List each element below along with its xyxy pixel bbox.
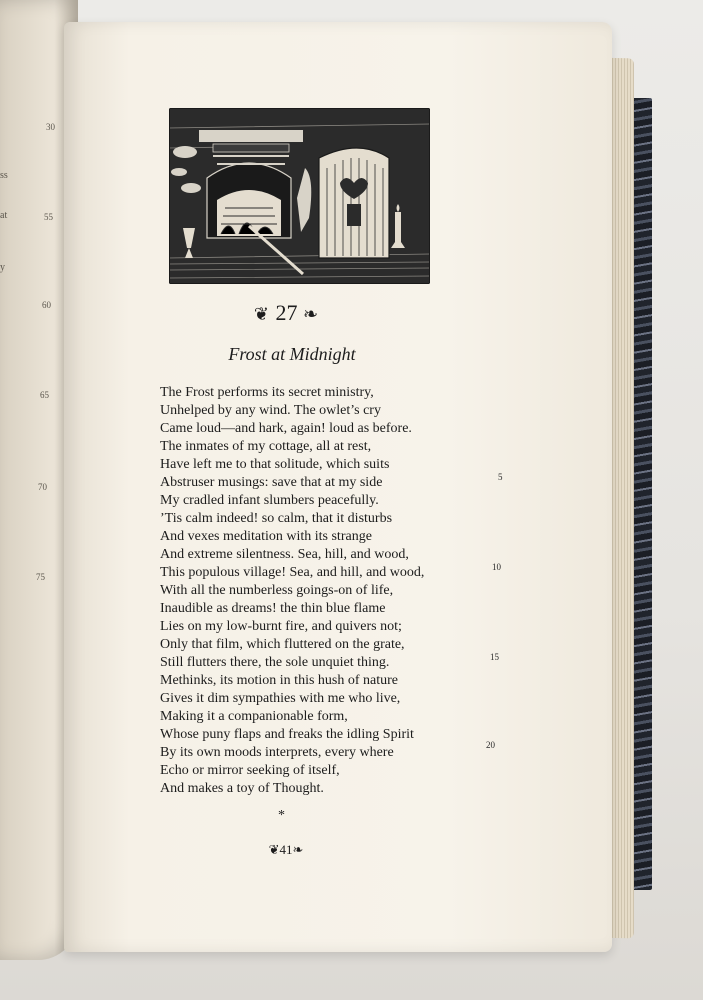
line-number: 20: [486, 740, 495, 750]
poem-line: The inmates of my cottage, all at rest,: [160, 439, 372, 454]
left-text-fragment: ss: [0, 170, 8, 181]
line-number: 15: [490, 652, 499, 662]
left-line-number: 75: [36, 572, 45, 582]
end-mark: *: [278, 808, 285, 823]
poem-line: Echo or mirror seeking of itself,: [160, 763, 340, 778]
poem-line: My cradled infant slumbers peacefully.: [160, 493, 379, 508]
left-ornament-icon: ❦: [253, 304, 270, 324]
poem-line: Gives it dim sympathies with me who live,: [160, 691, 401, 706]
poem-line: By its own moods interprets, every where: [160, 745, 394, 760]
left-text-fragment: y: [0, 262, 5, 273]
poem-line: Methinks, its motion in this hush of nature: [160, 673, 398, 688]
poem-line: Lies on my low-burnt fire, and quivers not;: [160, 619, 402, 634]
line-number: 5: [498, 472, 503, 482]
poem-line: Making it a companionable form,: [160, 709, 348, 724]
left-line-number: 70: [38, 482, 47, 492]
poem-line: And makes a toy of Thought.: [160, 781, 324, 796]
line-number: 10: [492, 562, 501, 572]
chapter-heading: [0, 300, 573, 326]
poem-line: Abstruser musings: save that at my side: [160, 475, 383, 490]
page-number: 41: [279, 842, 293, 857]
left-line-number: 65: [40, 390, 49, 400]
poem-line: With all the numberless goings-on of life,: [160, 583, 394, 598]
left-line-number: 55: [44, 212, 53, 222]
chapter-number: 27: [275, 300, 298, 325]
poem-line: Whose puny flaps and freaks the idling Spirit: [160, 727, 414, 742]
poem-line: Inaudible as dreams! the thin blue flame: [160, 601, 386, 616]
right-ornament-icon: ❧: [303, 304, 320, 324]
folio-right-ornament-icon: ❧: [292, 842, 304, 857]
left-line-number: 60: [42, 300, 51, 310]
poem-line: ’Tis calm indeed! so calm, that it disturbs: [160, 511, 393, 526]
engraving-illustration: [169, 108, 430, 284]
poem-line: Still flutters there, the sole unquiet thing.: [160, 655, 390, 670]
poem-line: Came loud—and hark, again! loud as before.: [160, 421, 412, 436]
folio-left-ornament-icon: ❦: [268, 842, 280, 857]
poem-line: And vexes meditation with its strange: [160, 529, 372, 544]
poem-line: And extreme silentness. Sea, hill, and wood,: [160, 547, 409, 562]
poem-line: Have left me to that solitude, which suits: [160, 457, 390, 472]
poem-line: Only that film, which fluttered on the grate,: [160, 637, 405, 652]
left-text-fragment: at: [0, 210, 8, 221]
page-folio: [256, 842, 316, 858]
left-line-number: 30: [46, 122, 55, 132]
poem-line: Unhelped by any wind. The owlet’s cry: [160, 403, 381, 418]
fireplace-engraving-icon: [169, 108, 430, 284]
poem-line: This populous village! Sea, and hill, and wood,: [160, 565, 425, 580]
poem-title: Frost at Midnight: [228, 344, 356, 364]
poem-line: The Frost performs its secret ministry,: [160, 385, 374, 400]
